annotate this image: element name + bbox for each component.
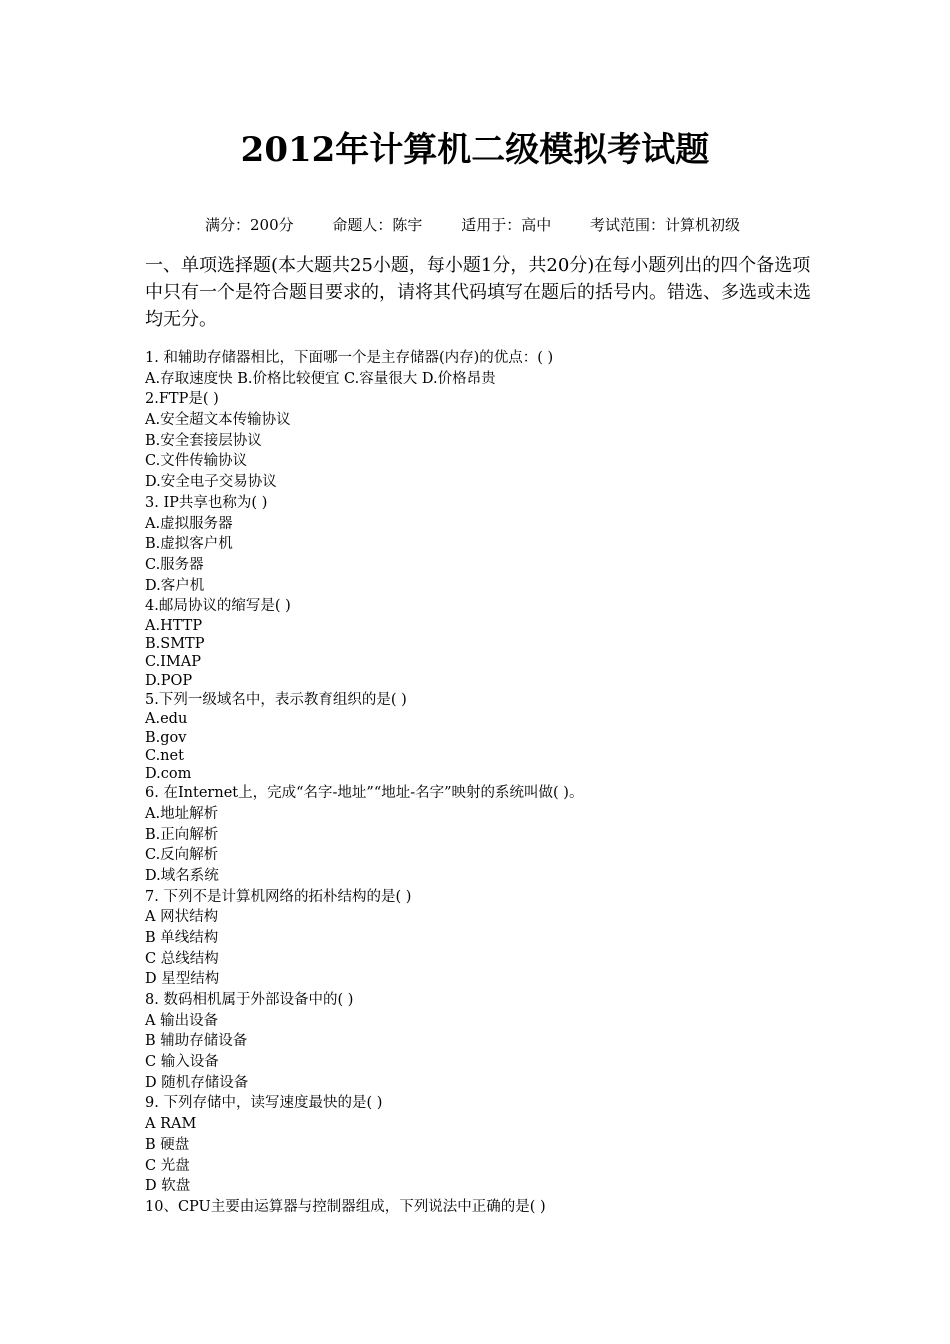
question-option: B.虚拟客户机 xyxy=(145,536,233,553)
question-option: A 输出设备 xyxy=(145,1012,219,1029)
question-option: C 输入设备 xyxy=(145,1054,219,1071)
meta-author: 命题人：陈宇 xyxy=(332,216,423,234)
meta-scope: 考试范围：计算机初级 xyxy=(590,216,741,234)
question-option: D.客户机 xyxy=(145,577,205,594)
question-option: A.edu xyxy=(145,711,188,728)
question-option: A.HTTP xyxy=(145,617,203,634)
question-option: D.com xyxy=(145,765,192,782)
question-option: C.net xyxy=(145,747,184,764)
question-option: B 单线结构 xyxy=(145,929,219,946)
question-option: D 星型结构 xyxy=(145,971,220,988)
question-stem: 4.邮局协议的缩写是( ) xyxy=(145,598,291,615)
question-option: D 软盘 xyxy=(145,1178,191,1195)
meta-level: 适用于：高中 xyxy=(461,216,552,234)
question-stem: 6. 在Internet上，完成“名字-地址”“地址-名字”映射的系统叫做( )。 xyxy=(145,785,584,802)
question-option: D.域名系统 xyxy=(145,867,219,884)
question-option: C 光盘 xyxy=(145,1157,190,1174)
question-option: A.虚拟服务器 xyxy=(145,515,233,532)
section-heading: 一、单项选择题(本大题共25小题，每小题1分，共20分)在每小题列出的四个备选项中只有一个是符合题目要求的，请将其代码填写在题后的括号内。错选、多选或未选均无分。 xyxy=(145,255,811,330)
question-option: B.gov xyxy=(145,729,187,746)
page-title: 2012年计算机二级模拟考试题 xyxy=(240,130,710,170)
question-list xyxy=(145,348,845,1218)
question-option: C.服务器 xyxy=(145,556,204,573)
question-option: A RAM xyxy=(145,1116,197,1133)
question-stem: 8. 数码相机属于外部设备中的( ) xyxy=(145,992,354,1008)
question-option: D 随机存储设备 xyxy=(145,1074,249,1091)
question-option: D.POP xyxy=(145,672,193,689)
question-option: B 硬盘 xyxy=(145,1136,190,1153)
exam-meta xyxy=(205,214,774,236)
question-option: B.正向解析 xyxy=(145,826,219,843)
question-option: A 网状结构 xyxy=(145,909,219,926)
question-stem: 9. 下列存储中，读写速度最快的是( ) xyxy=(145,1095,383,1112)
question-option: C.IMAP xyxy=(145,654,201,671)
question-stem: 2.FTP是( ) xyxy=(145,391,219,408)
question-option: A.存取速度快 B.价格比较便宜 C.容量很大 D.价格昂贵 xyxy=(145,370,496,387)
meta-score: 满分：200分 xyxy=(205,216,294,234)
question-option: B.SMTP xyxy=(145,636,205,653)
question-stem: 10、CPU主要由运算器与控制器组成，下列说法中正确的是( ) xyxy=(145,1198,546,1215)
question-stem: 3. IP共享也称为( ) xyxy=(145,494,268,511)
question-option: A.地址解析 xyxy=(145,805,219,822)
question-stem: 5.下列一级域名中，表示教育组织的是( ) xyxy=(145,691,407,708)
question-option: A.安全超文本传输协议 xyxy=(145,412,291,429)
question-option: B 辅助存储设备 xyxy=(145,1033,248,1050)
question-option: D.安全电子交易协议 xyxy=(145,474,277,491)
question-option: C.文件传输协议 xyxy=(145,453,248,470)
question-stem: 1. 和辅助存储器相比，下面哪一个是主存储器(内存)的优点：( ) xyxy=(145,350,554,366)
question-option: C 总线结构 xyxy=(145,950,219,967)
question-option: C.反向解析 xyxy=(145,847,219,864)
question-option: B.安全套接层协议 xyxy=(145,432,262,449)
question-stem: 7. 下列不是计算机网络的拓朴结构的是( ) xyxy=(145,888,412,905)
